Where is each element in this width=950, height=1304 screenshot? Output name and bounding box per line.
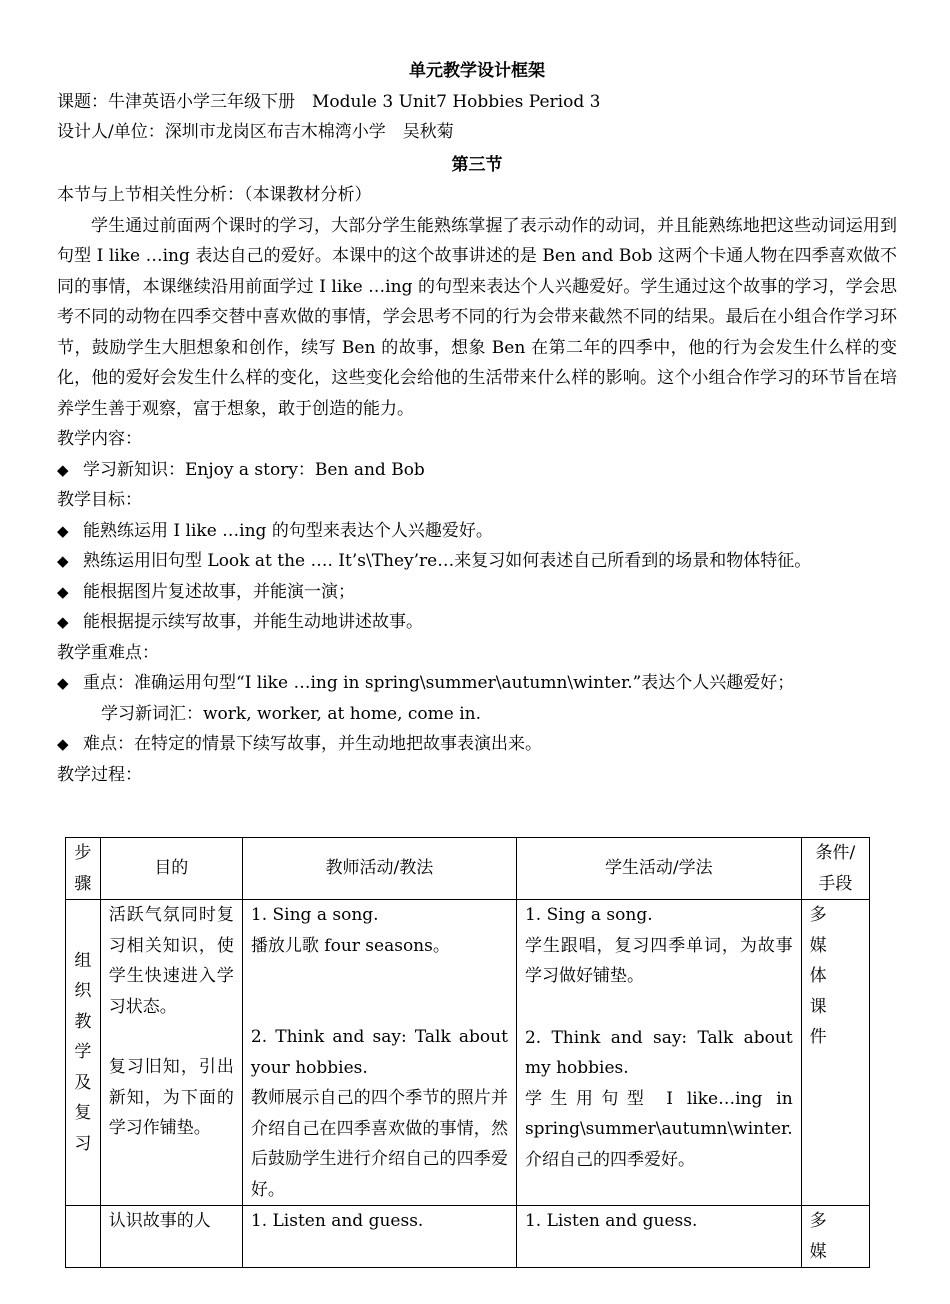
analysis-heading: 本节与上节相关性分析：（本课教材分析） xyxy=(57,185,372,205)
teaching-process-table xyxy=(65,837,870,1268)
activity-title: 2. Think and say: Talk about my hobbies. xyxy=(524,1027,793,1078)
header-step: 步骤 xyxy=(66,838,101,900)
objective-item: ◆ 能熟练运用 I like …ing 的句型来表达个人兴趣爱好。 xyxy=(57,516,897,547)
activity-title: 1. Sing a song. xyxy=(524,905,653,925)
teacher-cell: 1. Listen and guess. xyxy=(242,1206,516,1268)
objectives-heading: 教学目标： xyxy=(57,490,142,510)
step-cell: 组织教学及复习 xyxy=(66,900,101,1206)
purpose-cell: 认识故事的人 xyxy=(100,1206,242,1268)
document-title: 单元教学设计框架 xyxy=(409,61,545,81)
activity-title: 1. Sing a song. xyxy=(250,905,379,925)
student-cell: 1. Listen and guess. xyxy=(516,1206,801,1268)
activity-text: 学生跟唱，复习四季单词，为故事学习做好铺垫。 xyxy=(524,935,793,986)
table-header-row xyxy=(66,838,870,900)
purpose-text: 复习旧知，引出新知，为下面的学习作铺垫。 xyxy=(108,1057,234,1138)
objective-item: ◆ 能根据图片复述故事，并能演一演； xyxy=(57,577,897,608)
purpose-text: 活跃气氛同时复习相关知识，使学生快速进入学习状态。 xyxy=(108,905,234,1017)
activity-text: 播放儿歌 four seasons。 xyxy=(250,935,450,956)
header-student: 学生活动/学法 xyxy=(516,838,801,900)
section-title: 第三节 xyxy=(451,154,503,175)
student-cell xyxy=(516,900,801,1206)
document-page xyxy=(57,56,897,790)
table-row xyxy=(66,1206,870,1268)
means-cell: 多媒体课件 xyxy=(801,900,869,1206)
activity-title: 2. Think and say: Talk about your hobbies. xyxy=(250,1027,508,1078)
designer-line: 设计人/单位：深圳市龙岗区布吉木棉湾小学 吴秋菊 xyxy=(57,122,454,142)
activity-text: 学生用句型 I like…ing in spring\summer\autumn\winter. 介绍自己的四季爱好。 xyxy=(524,1088,793,1170)
analysis-paragraph: 学生通过前面两个课时的学习，大部分学生能熟练掌握了表示动作的动词，并且能熟练地把这些动词运用到句型 I like …ing 表达自己的爱好。本课中的这个故事讲述的是 Ben and Bob 这两个卡通人物在四季喜欢做不同的事情，本课继续沿用前面学过 I like …ing 的句型来表达个人兴趣爱好。学生通过这个故事的学习，学会思考不同的动物在四季交替中喜欢做的事情，学会思考不同的行为会带来截然不同的结果。最后在小组合作学习环节，鼓励学生大胆想象和创作，续写 Ben 的故事，想象 Ben 在第二年的四季中，他的行为会发生什么样的变化，他的爱好会发生什么样的变化，这些变化会给他的生活带来什么样的影响。这个小组合作学习的环节旨在培养学生善于观察，富于想象，敢于创造的能力。 xyxy=(57,215,897,419)
header-purpose: 目的 xyxy=(100,838,242,900)
header-means: 条件/手段 xyxy=(801,838,869,900)
means-cell: 多媒 xyxy=(801,1206,869,1268)
purpose-cell xyxy=(100,900,242,1206)
key-vocabulary: 学习新词汇：work, worker, at home, come in. xyxy=(101,703,482,724)
content-item: ◆ 学习新知识：Enjoy a story：Ben and Bob xyxy=(57,455,897,486)
course-line: 课题：牛津英语小学三年级下册 Module 3 Unit7 Hobbies Period 3 xyxy=(57,91,601,112)
activity-text: 教师展示自己的四个季节的照片并介绍自己在四季喜欢做的事情，然后鼓励学生进行介绍自己的四季爱好。 xyxy=(250,1088,508,1200)
process-heading: 教学过程： xyxy=(57,764,142,785)
content-heading: 教学内容： xyxy=(57,429,142,449)
teacher-cell xyxy=(242,900,516,1206)
header-teacher: 教师活动/教法 xyxy=(242,838,516,900)
step-cell xyxy=(66,1206,101,1268)
key-point: ◆ 重点：准确运用句型“I like …ing in spring\summer\autumn\winter.”表达个人兴趣爱好； xyxy=(57,668,897,699)
table-row xyxy=(66,900,870,1206)
objective-item: ◆ 熟练运用旧句型 Look at the …. It’s\They’re…来复习如何表述自己所看到的场景和物体特征。 xyxy=(57,546,897,577)
key-heading: 教学重难点： xyxy=(57,642,159,663)
difficult-point: ◆ 难点：在特定的情景下续写故事，并生动地把故事表演出来。 xyxy=(57,729,897,760)
objective-item: ◆ 能根据提示续写故事，并能生动地讲述故事。 xyxy=(57,607,897,638)
